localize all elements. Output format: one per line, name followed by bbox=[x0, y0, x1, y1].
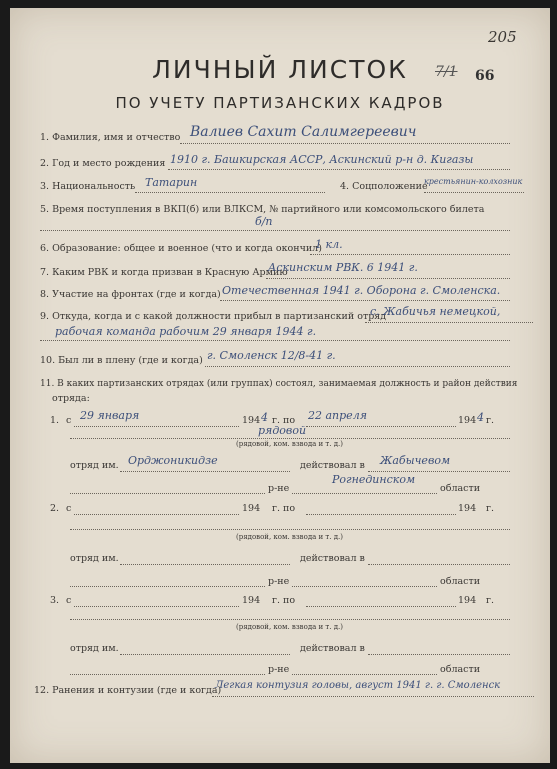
unit-1-date-to-line bbox=[306, 426, 456, 427]
unit-2-from: с bbox=[66, 503, 72, 514]
unit-1-position: рядовой bbox=[258, 424, 307, 437]
field-7-value: Аскинским РВК. 6 1941 г. bbox=[268, 261, 418, 274]
field-9-value-b: рабочая команда рабочим 29 января 1944 г. bbox=[55, 325, 317, 338]
field-12-value: Легкая контузия головы, август 1941 г. г. Смоленск bbox=[215, 680, 501, 691]
unit-2-region-line bbox=[292, 586, 437, 587]
unit-3-date-from-line bbox=[74, 606, 239, 607]
field-10-label: 10. Был ли в плену (где и когда) bbox=[40, 355, 203, 366]
unit-1-year-suffix: г. по bbox=[272, 415, 296, 426]
unit-2-position-line bbox=[70, 529, 510, 530]
unit-2-region-label: области bbox=[440, 576, 481, 587]
unit-3-year-prefix: 194 bbox=[242, 595, 261, 606]
field-9-value-a: с. Жабичья немецкой, bbox=[370, 305, 501, 318]
unit-3-region-label: области bbox=[440, 664, 481, 675]
field-1-label: 1. Фамилия, имя и отчество bbox=[40, 132, 181, 143]
unit-1-district-label: р-не bbox=[268, 483, 290, 494]
field-1-line bbox=[180, 143, 510, 144]
unit-1-year-from-digit: 4 bbox=[261, 411, 268, 424]
unit-2-year-end: г. bbox=[486, 503, 494, 514]
unit-3-year-suffix: г. по bbox=[272, 595, 296, 606]
field-7-line bbox=[266, 278, 510, 279]
unit-2-year-suffix: г. по bbox=[272, 503, 296, 514]
field-6-line bbox=[310, 254, 510, 255]
unit-3-position-caption: (рядовой, ком. взвода и т. д.) bbox=[236, 623, 344, 631]
field-5-line bbox=[40, 230, 510, 231]
crossed-stamp: 7/1 bbox=[435, 64, 458, 80]
unit-3-detachment-line bbox=[120, 654, 290, 655]
document-title: ЛИЧНЫЙ ЛИСТОК bbox=[152, 55, 408, 84]
field-12-label: 12. Ранения и контузии (где и когда) bbox=[34, 685, 222, 696]
unit-2-date-from-line bbox=[74, 514, 239, 515]
document-sheet bbox=[10, 8, 550, 763]
field-6-label: 6. Образование: общее и военное (что и когда окончил) bbox=[40, 243, 322, 254]
unit-2-operated-label: действовал в bbox=[300, 553, 365, 564]
field-8-label: 8. Участие на фронтах (где и когда) bbox=[40, 289, 221, 300]
field-8-value: Отечественная 1941 г. Оборона г. Смоленска. bbox=[222, 284, 501, 297]
field-4-label: 4. Соцположение bbox=[340, 181, 428, 192]
unit-2-date-to-line bbox=[306, 514, 456, 515]
archive-number: 205 bbox=[488, 28, 517, 46]
unit-3-year-end: г. bbox=[486, 595, 494, 606]
field-4-line bbox=[424, 192, 524, 193]
unit-2-year-prefix: 194 bbox=[242, 503, 261, 514]
field-12-line bbox=[212, 696, 534, 697]
field-11-label-b: отряда: bbox=[52, 393, 90, 404]
unit-1-detachment-line bbox=[120, 471, 290, 472]
unit-2-district-label: р-не bbox=[268, 576, 290, 587]
unit-2-operated-line bbox=[368, 564, 510, 565]
field-5-label: 5. Время поступления в ВКП(б) или ВЛКСМ, № партийного или комсомольского билета bbox=[40, 204, 485, 215]
unit-3-from: с bbox=[66, 595, 72, 606]
unit-1-district-line bbox=[70, 493, 265, 494]
unit-1-detachment: Орджоникидзе bbox=[128, 454, 218, 467]
unit-3-operated-label: действовал в bbox=[300, 643, 365, 654]
field-6-value: 1 кл. bbox=[315, 238, 343, 251]
unit-3-number: 3. bbox=[50, 595, 60, 606]
unit-1-year-end: г. bbox=[486, 415, 494, 426]
field-2-value: 1910 г. Башкирская АССР, Аскинский р-н д. Кигазы bbox=[170, 153, 474, 166]
document-subtitle: ПО УЧЕТУ ПАРТИЗАНСКИХ КАДРОВ bbox=[115, 94, 445, 112]
unit-1-operated-label: действовал в bbox=[300, 460, 365, 471]
field-3-label: 3. Национальность bbox=[40, 181, 136, 192]
unit-1-date-from: 29 января bbox=[80, 409, 140, 422]
unit-3-district-line bbox=[70, 674, 265, 675]
unit-1-number: 1. bbox=[50, 415, 60, 426]
field-10-value: г. Смоленск 12/8-41 г. bbox=[207, 349, 336, 362]
unit-1-date-from-line bbox=[74, 426, 239, 427]
field-4-value: крестьянин-колхозник bbox=[424, 177, 523, 186]
unit-1-detachment-label: отряд им. bbox=[70, 460, 119, 471]
unit-1-year-to-prefix: 194 bbox=[458, 415, 477, 426]
unit-1-date-to: 22 апреля bbox=[308, 409, 367, 422]
unit-1-from: с bbox=[66, 415, 72, 426]
unit-3-date-to-line bbox=[306, 606, 456, 607]
unit-2-district-line bbox=[70, 586, 265, 587]
unit-1-region-label: области bbox=[440, 483, 481, 494]
unit-1-position-caption: (рядовой, ком. взвода и т. д.) bbox=[236, 440, 344, 448]
unit-1-operated-line bbox=[368, 471, 510, 472]
unit-2-detachment-label: отряд им. bbox=[70, 553, 119, 564]
unit-3-position-line bbox=[70, 619, 510, 620]
field-2-label: 2. Год и место рождения bbox=[40, 158, 166, 169]
field-7-label: 7. Каким РВК и когда призван в Красную Армию bbox=[40, 267, 288, 278]
unit-2-number: 2. bbox=[50, 503, 60, 514]
unit-2-year-to-prefix: 194 bbox=[458, 503, 477, 514]
field-8-line bbox=[220, 300, 510, 301]
unit-1-region-line bbox=[292, 493, 437, 494]
unit-1-position-line bbox=[70, 438, 510, 439]
unit-3-operated-line bbox=[368, 654, 510, 655]
unit-2-position-caption: (рядовой, ком. взвода и т. д.) bbox=[236, 533, 344, 541]
unit-3-year-to-prefix: 194 bbox=[458, 595, 477, 606]
field-9-line-a bbox=[365, 322, 533, 323]
field-3-line bbox=[135, 192, 325, 193]
unit-1-year-prefix: 194 bbox=[242, 415, 261, 426]
field-1-value: Валиев Сахит Салимгереевич bbox=[190, 124, 417, 140]
field-5-value: б/п bbox=[255, 215, 273, 228]
field-2-line bbox=[168, 169, 510, 170]
unit-1-operated: Жабычевом bbox=[380, 454, 451, 467]
unit-1-year-to-digit: 4 bbox=[477, 411, 484, 424]
stamp-number: 66 bbox=[475, 68, 495, 84]
field-3-value: Татарин bbox=[145, 176, 198, 189]
unit-3-region-line bbox=[292, 674, 437, 675]
unit-1-district: Рогнединском bbox=[332, 473, 416, 486]
field-9-label: 9. Откуда, когда и с какой должности прибыл в партизанский отряд bbox=[40, 311, 387, 322]
unit-3-detachment-label: отряд им. bbox=[70, 643, 119, 654]
unit-2-detachment-line bbox=[120, 564, 290, 565]
unit-3-district-label: р-не bbox=[268, 664, 290, 675]
field-11-label: 11. В каких партизанских отрядах (или группах) состоял, занимаемая должность и район действия bbox=[40, 379, 518, 389]
field-9-line-b bbox=[40, 340, 510, 341]
field-10-line bbox=[205, 366, 510, 367]
